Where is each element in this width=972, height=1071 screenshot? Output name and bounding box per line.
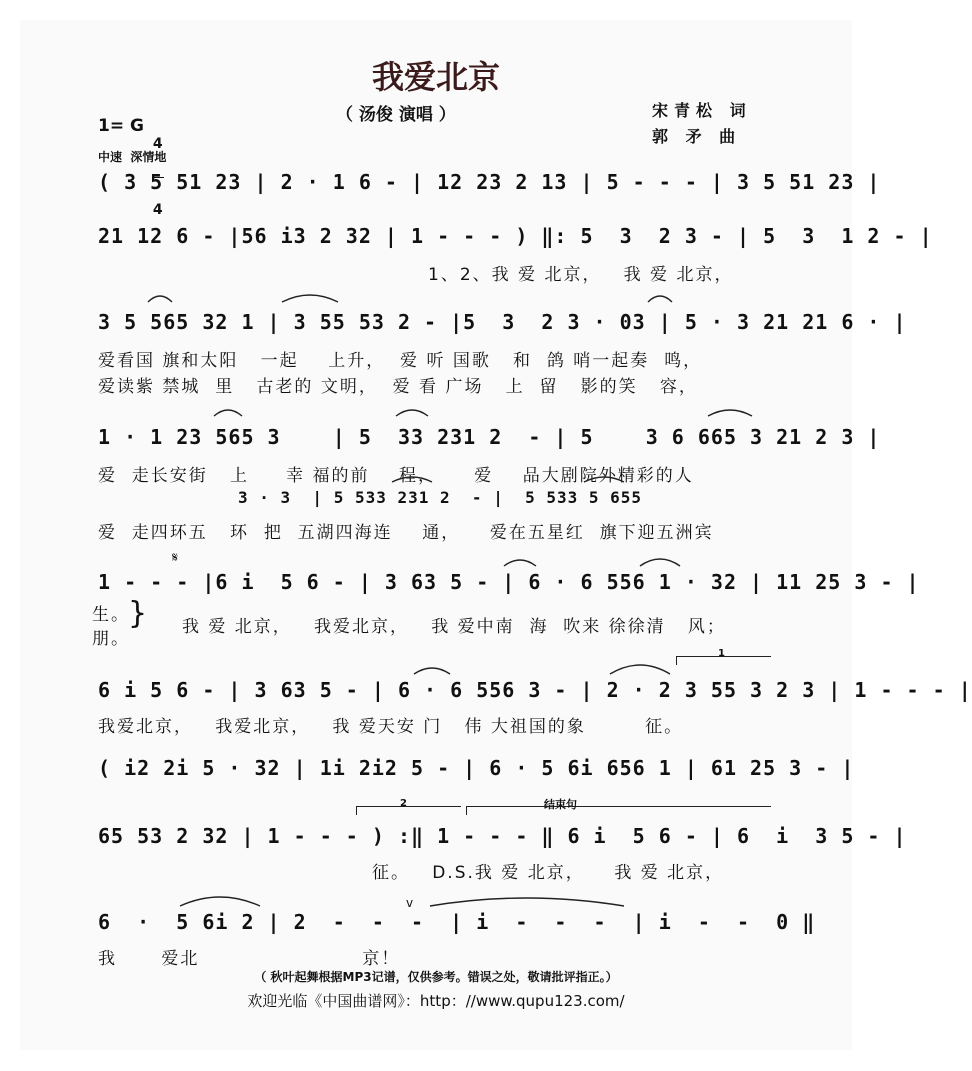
performer: （ 汤俊 演唱 ） bbox=[336, 105, 456, 125]
lyrics-line-5: 爱 走四环五 环 把 五湖四海连 通， 爱在五星红 旗下迎五洲宾 bbox=[98, 523, 714, 543]
volta-1-label: 1 bbox=[718, 648, 725, 659]
site-footer: 欢迎光临《中国曲谱网》：http：//www.qupu123.com/ bbox=[247, 992, 625, 1010]
composer: 郭 矛 曲 bbox=[652, 127, 742, 146]
transcriber-note: （ 秋叶起舞根据MP3记谱，仅供参考。错误之处，敬请批评指正。） bbox=[254, 970, 618, 984]
notes-line-10: 6 · 5 6i 2 | 2 - - - | i - - - | i - - 0 ‖ bbox=[98, 910, 816, 934]
tie-arc bbox=[180, 897, 260, 906]
time-bottom: 4 bbox=[152, 202, 163, 218]
lyrics-line-4: 爱 走长安街 上 幸 福的前 程， 爱 品大剧院外精彩的人 bbox=[98, 466, 694, 486]
slur-arc bbox=[610, 665, 670, 674]
slur-arc bbox=[282, 295, 338, 302]
lyrics-line-9: 征。 D.S.我 爱 北京， 我 爱 北京， bbox=[372, 863, 725, 883]
ending-label: 结束句 bbox=[544, 798, 577, 811]
slur-arc bbox=[708, 410, 752, 416]
notes-line-3: 3 5 565 32 1 | 3 55 53 2 - |5 3 2 3 · 03 | 5 · 3 21 21 6 · | bbox=[98, 310, 907, 334]
volta-2-label: 2 bbox=[400, 798, 407, 809]
segno-sign: 𝄋 bbox=[172, 550, 179, 566]
key-signature: 1= G bbox=[98, 116, 144, 136]
slur-arc bbox=[640, 559, 680, 566]
slur-arc bbox=[504, 560, 536, 566]
lyrics-line-7: 我爱北京， 我爱北京， 我 爱天安 门 伟 大祖国的象 征。 bbox=[98, 717, 684, 737]
lyrics-end-a: 生。 bbox=[92, 605, 130, 625]
lyrics-line-10: 我 爱北 京！ bbox=[98, 949, 401, 969]
notes-line-2: 21 12 6 - |56 i3 2 32 | 1 - - - ) ‖: 5 3 2 3 - | 5 3 1 2 - | bbox=[98, 224, 933, 248]
notes-line-4: 1 · 1 23 565 3 | 5 33 231 2 - | 5 3 6 665 3 21 2 3 | bbox=[98, 425, 881, 449]
slur-arc bbox=[214, 410, 242, 416]
slur-arc bbox=[648, 296, 672, 302]
notes-line-7: 6 i 5 6 - | 3 63 5 - | 6 · 6 556 3 - | 2 · 2 3 55 3 2 3 | 1 - - - | bbox=[98, 678, 972, 702]
tempo-marking: 中速 深情地 bbox=[98, 150, 167, 164]
slur-arcs bbox=[20, 20, 855, 1050]
lyrics-line-2: 1、2、我 爱 北京， 我 爱 北京， bbox=[428, 265, 734, 285]
lyrics-line-6: 我 爱 北京， 我爱北京， 我 爱中南 海 吹来 徐徐清 风； bbox=[182, 617, 726, 637]
lyrics-line-3a: 爱看国 旗和太阳 一起 上升， 爱 听 国歌 和 鸽 哨一起奏 鸣， bbox=[98, 351, 703, 371]
time-top: 4 bbox=[152, 136, 163, 152]
lyrics-brace: } bbox=[128, 596, 148, 631]
lyrics-line-3b: 爱读紫 禁城 里 古老的 文明， 爱 看 广场 上 留 影的笑 容， bbox=[98, 377, 698, 397]
slur-arc bbox=[148, 296, 172, 302]
slur-arc bbox=[584, 477, 624, 482]
lyricist: 宋青松 词 bbox=[652, 101, 752, 120]
lyrics-end-b: 朋。 bbox=[92, 629, 130, 649]
notes-line-8: ( i2 2i 5 · 32 | 1i 2i2 5 - | 6 · 5 6i 656 1 | 61 25 3 - | bbox=[98, 756, 855, 780]
slur-arc bbox=[414, 668, 450, 674]
slur-arc bbox=[396, 410, 428, 416]
notes-line-5: 3 · 3 | 5 533 231 2 - | 5 533 5 655 bbox=[238, 488, 643, 507]
slur-arc bbox=[392, 477, 432, 482]
notes-line-9: 65 53 2 32 | 1 - - - ) :‖ 1 - - - ‖ 6 i 5 6 - | 6 i 3 5 - | bbox=[98, 824, 907, 848]
notes-line-6: 1 - - - |6 i 5 6 - | 3 63 5 - | 6 · 6 556 1 · 32 | 11 25 3 - | bbox=[98, 570, 920, 594]
breath-mark: v bbox=[406, 896, 414, 910]
song-title: 我爱北京 bbox=[371, 58, 500, 96]
notes-line-1: ( 3 5 51 23 | 2 · 1 6 - | 12 23 2 13 | 5 - - - | 3 5 51 23 | bbox=[98, 170, 881, 194]
score-sheet bbox=[20, 20, 972, 1050]
tie-arc bbox=[430, 898, 624, 906]
